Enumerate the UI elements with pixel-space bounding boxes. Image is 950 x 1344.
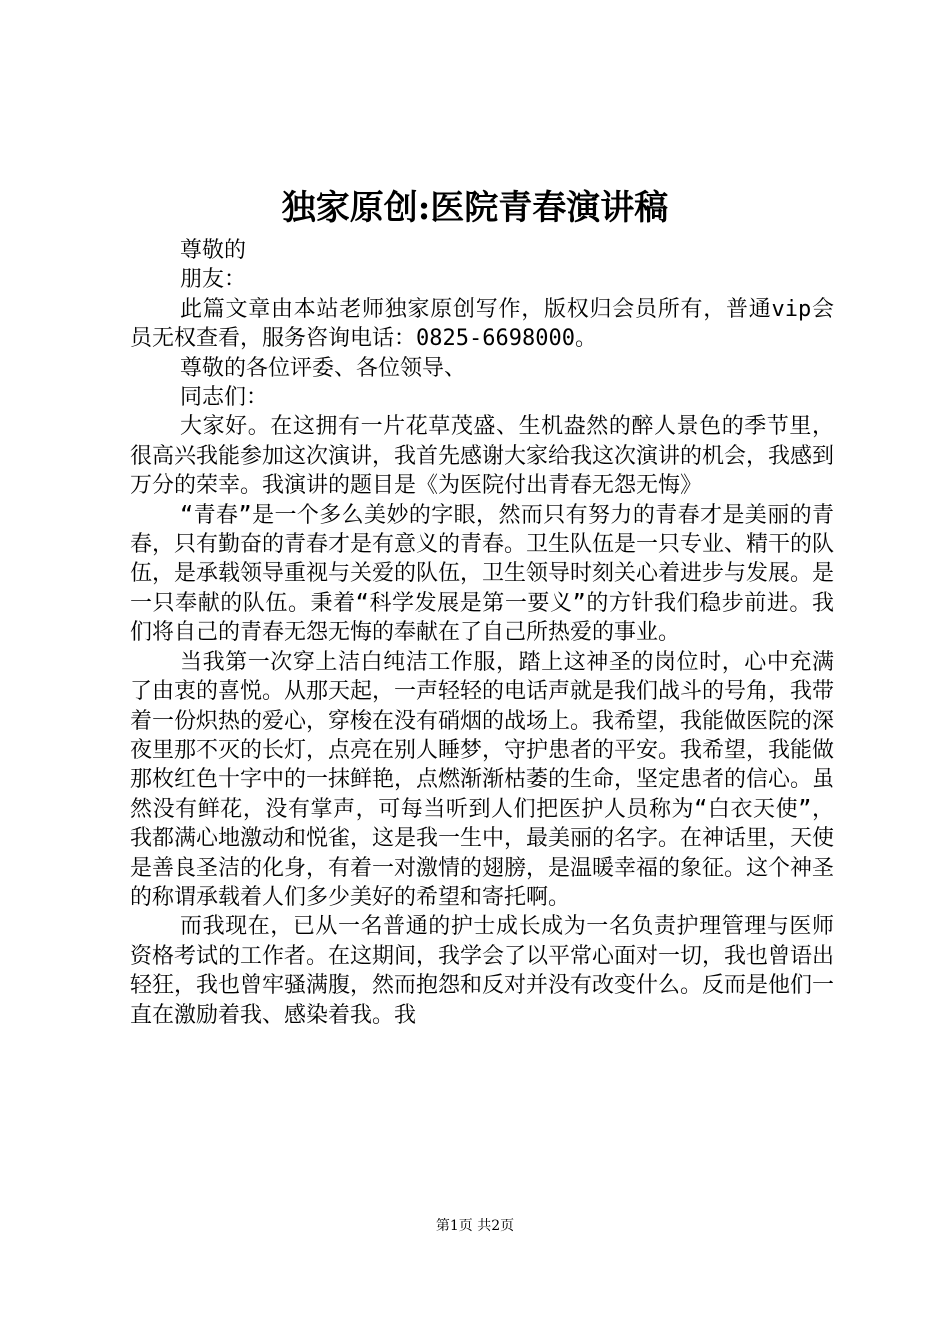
paragraph-address-judges: 尊敬的各位评委、各位领导、 bbox=[180, 355, 467, 381]
paragraph-address-comrades: 同志们： bbox=[180, 385, 269, 411]
document-body bbox=[130, 236, 834, 1030]
page-footer: 第1页 共2页 bbox=[435, 1218, 515, 1234]
paragraph-salutation-2: 朋友： bbox=[180, 267, 247, 293]
paragraph-salutation-1: 尊敬的 bbox=[180, 238, 247, 263]
paragraph-greeting: 大家好。在这拥有一片花草茂盛、生机盎然的醉人景色的季节里，很高兴我能参加这次演讲，我首先感谢大家给我这次演讲的机会，我感到万分的荣幸。我演讲的题目是《为医院付出青春无怨无悔》 bbox=[130, 414, 835, 499]
document-title: 独家原创:医院青春演讲稿 bbox=[281, 188, 669, 228]
paragraph-youth: “青春”是一个多么美妙的字眼，然而只有努力的青春才是美丽的青春，只有勤奋的青春才是有意义的青春。卫生队伍是一只专业、精干的队伍，是承载领导重视与关爱的队伍，卫生领导时刻关心着进步与发展。是一只奉献的队伍。秉着“科学发展是第一要义”的方针我们稳步前进。我们将自己的青春无怨无悔的奉献在了自己所热爱的事业。 bbox=[130, 502, 835, 646]
paragraph-current-role: 而我现在，已从一名普通的护士成长成为一名负责护理管理与医师资格考试的工作者。在这期间，我学会了以平常心面对一切，我也曾语出轻狂，我也曾牢骚满腹，然而抱怨和反对并没有改变什么。反而是他们一直在激励着我、感染着我。我 bbox=[130, 914, 835, 1028]
paragraph-copyright-notice: 此篇文章由本站老师独家原创写作，版权归会员所有，普通vip会员无权查看，服务咨询电话：0825-6698000。 bbox=[130, 296, 834, 352]
paragraph-first-day: 当我第一次穿上洁白纯洁工作服，踏上这神圣的岗位时，心中充满了由衷的喜悦。从那天起，一声轻轻的电话声就是我们战斗的号角，我带着一份炽热的爱心，穿梭在没有硝烟的战场上。我希望，我能做医院的深夜里那不灭的长灯，点亮在别人睡梦，守护患者的平安。我希望，我能做那枚红色十字中的一抹鲜艳，点燃渐渐枯萎的生命，坚定患者的信心。虽然没有鲜花，没有掌声，可每当听到人们把医护人员称为“白衣天使”，我都满心地激动和悦雀，这是我一生中，最美丽的名字。在神话里，天使是善良圣洁的化身，有着一对激情的翅膀，是温暖幸福的象征。这个神圣的称谓承载着人们多少美好的希望和寄托啊。 bbox=[130, 649, 835, 910]
